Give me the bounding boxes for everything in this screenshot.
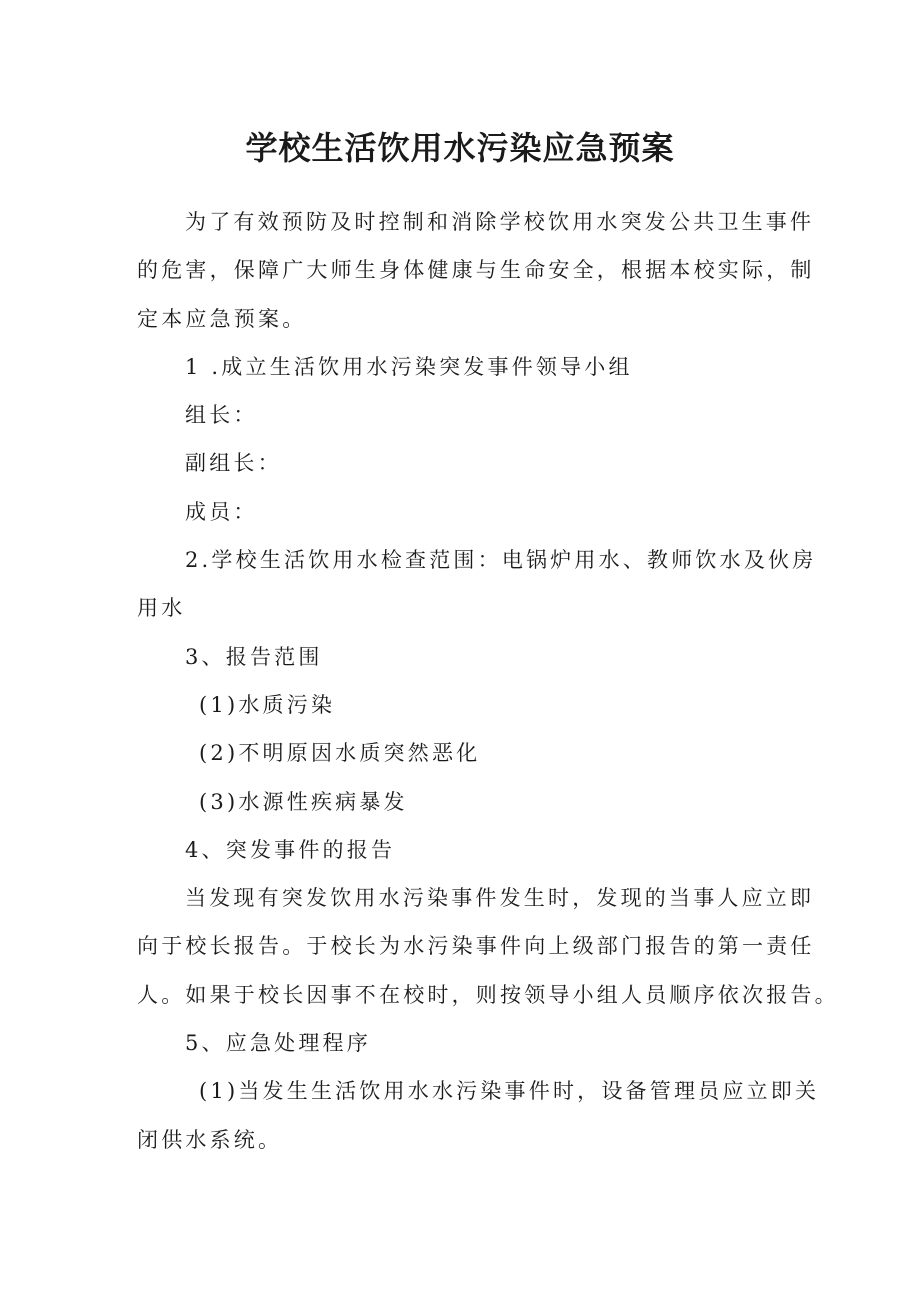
- section-4-line-1: 当发现有突发饮用水污染事件发生时，发现的当事人应立即: [185, 886, 815, 911]
- section-4-line-2: 向于校长报告。于校长为水污染事件向上级部门报告的第一责任: [137, 934, 815, 959]
- intro-line-2: 的危害，保障广大师生身体健康与生命安全，根据本校实际，制: [137, 258, 815, 283]
- procedure-item-1-line-2: 闭供水系统。: [137, 1127, 283, 1152]
- report-scope-item-1: (1)水质污染: [199, 692, 336, 717]
- report-scope-item-2: (2)不明原因水质突然恶化: [199, 741, 481, 766]
- section-3-heading: 3、报告范围: [185, 644, 323, 669]
- deputy-leader-line: 副组长：: [185, 451, 282, 476]
- report-scope-item-3: (3)水源性疾病暴发: [199, 789, 408, 814]
- procedure-item-1-line-1: (1)当发生生活饮用水水污染事件时，设备管理员应立即关: [199, 1079, 820, 1104]
- document-title: 学校生活饮用水污染应急预案: [245, 129, 675, 167]
- section-4-heading: 4、突发事件的报告: [185, 837, 396, 862]
- section-5-heading: 5、应急处理程序: [185, 1031, 371, 1056]
- intro-line-3: 定本应急预案。: [137, 306, 307, 331]
- section-4-line-3: 人。如果于校长因事不在校时，则按领导小组人员顺序依次报告。: [137, 982, 839, 1007]
- section-1-heading: 1 .成立生活饮用水污染突发事件领导小组: [185, 354, 633, 379]
- group-leader-line: 组长：: [185, 403, 258, 428]
- section-2-line-1: 2.学校生活饮用水检查范围：电锅炉用水、教师饮水及伙房: [185, 548, 817, 573]
- intro-line-1: 为了有效预防及时控制和消除学校饮用水突发公共卫生事件: [185, 210, 815, 234]
- document-body: [137, 198, 839, 1164]
- section-2-line-2: 用水: [137, 596, 186, 621]
- members-line: 成员：: [185, 499, 258, 524]
